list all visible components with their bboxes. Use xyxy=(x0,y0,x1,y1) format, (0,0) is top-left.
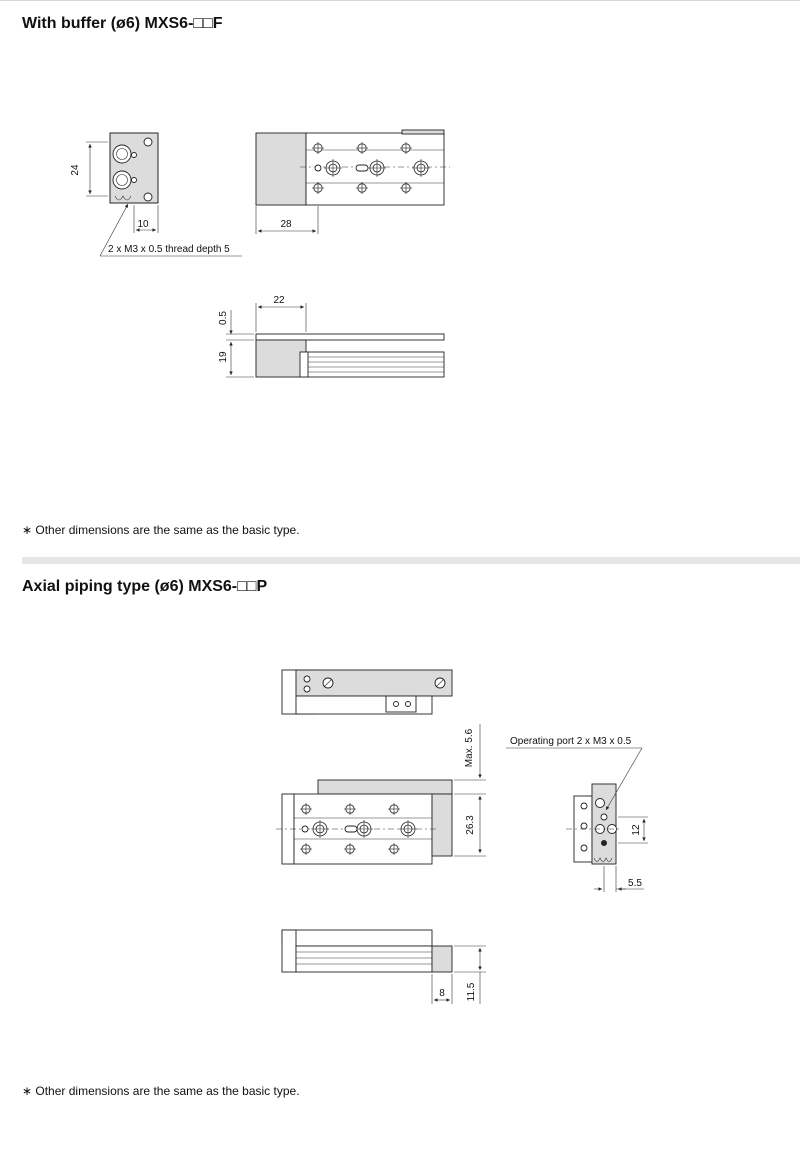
buffer-side-view xyxy=(226,303,444,377)
axial-end-view xyxy=(506,748,648,892)
axial-top-view xyxy=(282,670,452,714)
thread-note: 2 x M3 x 0.5 thread depth 5 xyxy=(108,244,230,255)
dim-8: 8 xyxy=(439,988,445,999)
section-divider xyxy=(22,557,800,564)
dim-5.5: 5.5 xyxy=(628,878,642,889)
axial-side-view xyxy=(282,930,486,1004)
dim-24: 24 xyxy=(70,164,81,176)
section-title-buffer: With buffer (ø6) MXS6-□□F xyxy=(22,15,223,32)
dim-max-5.6: Max. 5.6 xyxy=(464,728,475,768)
axial-middle-view xyxy=(276,724,486,864)
buffer-end-view xyxy=(86,133,242,256)
dim-0.5: 0.5 xyxy=(218,311,229,325)
port-note: Operating port 2 x M3 x 0.5 xyxy=(510,736,632,747)
dim-28: 28 xyxy=(280,219,292,230)
dim-12: 12 xyxy=(631,824,642,836)
dim-22: 22 xyxy=(273,295,285,306)
dim-19: 19 xyxy=(218,351,229,363)
dim-10: 10 xyxy=(137,219,149,230)
axial-note: ∗ Other dimensions are the same as the basic type. xyxy=(22,1084,300,1098)
buffer-note: ∗ Other dimensions are the same as the basic type. xyxy=(22,523,300,537)
section-title-axial: Axial piping type (ø6) MXS6-□□P xyxy=(22,578,268,595)
dim-11.5: 11.5 xyxy=(466,982,477,1002)
dim-26.3: 26.3 xyxy=(465,815,476,835)
